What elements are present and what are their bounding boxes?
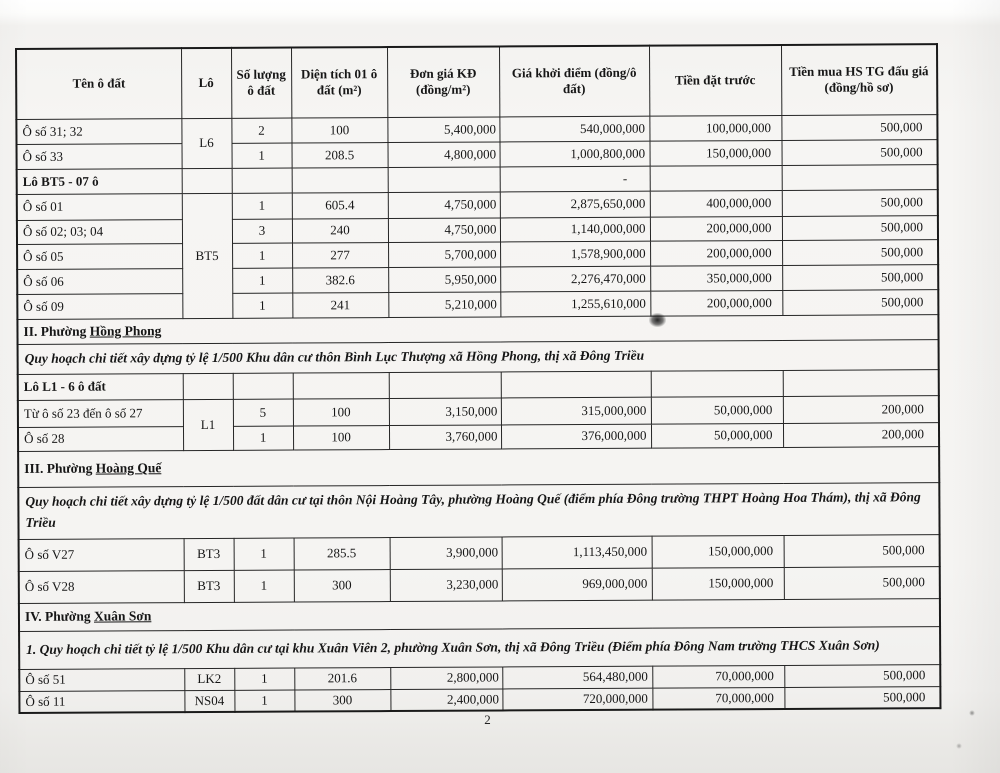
cell-block: L6 [181,118,231,168]
cell-quantity: 1 [232,193,292,219]
cell-dossier-fee: 500,000 [781,139,937,165]
cell-quantity: 1 [232,293,292,318]
cell-starting-price: 1,000,800,000 [499,141,649,167]
scan-artifact [956,743,962,749]
cell-quantity: 1 [231,143,291,168]
auction-land-table [15,43,941,714]
cell-starting-price: 720,000,000 [502,688,652,711]
cell-block [182,168,232,193]
cell-starting-price: - [500,166,650,192]
cell-dossier-fee: 500,000 [784,534,940,567]
cell-area: 240 [292,218,388,243]
cell-quantity: 1 [232,268,292,293]
cell-quantity [232,168,292,193]
cell-area: 201.6 [294,667,390,690]
cell-unit-price: 5,210,000 [388,291,500,317]
section-prefix: III. Phường [24,460,96,476]
cell-starting-price: 1,140,000,000 [500,217,650,242]
cell-quantity: 5 [233,399,293,426]
cell-unit-price: 5,950,000 [388,266,500,292]
planning-description: Quy hoạch chi tiết xây dựng tỷ lệ 1/500 đất dân cư tại thôn Nội Hoàng Tây, phường Hoàng Quế (điểm phía Đông trường THPT Hoàng Hoa Thám), thị xã Đông Triều [18,482,939,539]
cell-deposit [651,370,783,397]
cell-starting-price: 540,000,000 [499,116,649,142]
planning-description-row [19,626,940,669]
cell-group-label: Lô L1 - 6 ô đất [18,373,183,400]
cell-deposit: 50,000,000 [651,396,783,424]
cell-starting-price: 376,000,000 [501,424,651,449]
cell-dossier-fee [782,164,938,190]
cell-starting-price: 315,000,000 [501,397,651,425]
table-row [19,686,940,713]
cell-quantity: 1 [232,243,292,268]
planning-description-row [18,482,939,539]
cell-deposit: 150,000,000 [652,567,784,600]
cell-plot-name: Ô số V28 [19,570,184,603]
scan-artifact [969,710,975,716]
cell-unit-price: 5,700,000 [388,241,500,267]
cell-dossier-fee: 200,000 [783,395,939,423]
cell-deposit: 50,000,000 [651,423,783,448]
cell-unit-price [388,166,500,192]
table-header-row [16,44,937,119]
cell-dossier-fee [783,369,939,396]
header-dossier-fee: Tiền mua HS TG đấu giá (đồng/hồ sơ) [781,44,937,115]
cell-plot-name: Ô số 51 [19,668,184,691]
cell-deposit: 200,000,000 [650,216,782,241]
header-deposit: Tiền đặt trước [649,45,781,116]
cell-unit-price: 4,800,000 [387,141,499,167]
cell-unit-price: 3,230,000 [390,568,502,601]
cell-dossier-fee: 500,000 [782,189,938,216]
cell-deposit: 200,000,000 [650,290,782,316]
cell-deposit: 70,000,000 [652,687,784,710]
cell-starting-price: 1,113,450,000 [502,536,652,569]
cell-area: 277 [292,242,388,268]
cell-quantity [233,373,293,399]
auction-land-table-wrap [15,43,939,714]
cell-starting-price: 1,255,610,000 [500,291,650,317]
cell-area: 241 [292,292,388,318]
cell-block: BT3 [184,570,234,602]
planning-description: 1. Quy hoạch chi tiết tỷ lệ 1/500 Khu dân cư tại khu Xuân Viên 2, phường Xuân Sơn, thị xã Đông Triều (Điểm phía Đông Nam trường THCS Xuân Sơn) [19,626,940,669]
cell-quantity: 1 [234,538,294,570]
cell-plot-name: Ô số 05 [17,243,182,269]
cell-quantity: 1 [234,690,294,712]
cell-unit-price: 2,800,000 [390,666,502,689]
header-area: Diện tích 01 ô đất (m²) [291,47,387,118]
section-place-name: Hồng Phong [89,322,162,339]
cell-deposit: 350,000,000 [650,265,782,291]
cell-area: 382.6 [292,267,388,293]
cell-group-label: Lô BT5 - 07 ô [17,168,182,194]
cell-plot-name: Ô số 31; 32 [16,118,181,144]
cell-block: NS04 [184,690,234,712]
cell-block: L1 [183,399,233,450]
cell-block: BT3 [184,538,234,570]
cell-plot-name: Ô số 28 [18,426,183,451]
cell-dossier-fee: 500,000 [782,215,938,240]
cell-dossier-fee: 500,000 [784,686,940,709]
cell-area: 285.5 [294,537,390,570]
cell-plot-name: Ô số 11 [19,690,184,713]
cell-dossier-fee: 500,000 [782,289,938,315]
cell-unit-price [389,371,501,398]
cell-area: 100 [291,117,387,143]
cell-quantity: 1 [234,668,294,690]
header-block: Lô [181,48,231,118]
cell-starting-price: 2,276,470,000 [500,266,650,292]
cell-block [183,373,233,399]
section-place-name: Xuân Sơn [93,608,152,624]
cell-area: 300 [294,569,390,602]
cell-starting-price: 2,875,650,000 [500,191,650,218]
header-quantity: Số lượng ô đất [231,48,291,118]
header-unit-price: Đơn giá KĐ (đồng/m²) [387,46,499,117]
planning-description-row [18,339,939,374]
cell-dossier-fee: 200,000 [783,422,939,447]
cell-quantity: 3 [232,219,292,243]
cell-deposit: 100,000,000 [649,115,781,141]
table-row [19,566,940,603]
cell-dossier-fee: 500,000 [784,566,940,599]
cell-area: 100 [293,398,389,426]
cell-area: 208.5 [291,142,387,168]
cell-dossier-fee: 500,000 [782,239,938,265]
cell-plot-name: Ô số 06 [17,268,182,294]
cell-dossier-fee: 500,000 [781,114,937,140]
cell-dossier-fee: 500,000 [782,264,938,290]
cell-deposit [650,165,782,191]
section-title [18,446,939,487]
cell-plot-name: Ô số 01 [17,193,182,220]
header-starting-price: Giá khởi điểm (đồng/ô đất) [499,46,649,117]
cell-unit-price: 3,900,000 [390,536,502,569]
cell-deposit: 200,000,000 [650,240,782,266]
cell-starting-price: 564,480,000 [502,666,652,689]
cell-unit-price: 5,400,000 [387,116,499,142]
cell-area [292,167,388,193]
cell-deposit: 70,000,000 [652,665,784,688]
scan-artifact [649,313,666,327]
cell-block: BT5 [182,193,233,318]
cell-deposit: 400,000,000 [650,190,782,217]
cell-quantity: 1 [233,426,293,450]
cell-starting-price: 1,578,900,000 [500,241,650,267]
planning-description: Quy hoạch chi tiết xây dựng tỷ lệ 1/500 Khu dân cư thôn Bình Lục Thượng xã Hồng Phong, thị xã Đông Triều [18,339,939,374]
cell-unit-price: 3,760,000 [389,424,501,449]
cell-starting-price [501,371,651,398]
cell-area [293,372,389,399]
cell-unit-price: 2,400,000 [390,688,502,711]
cell-area: 605.4 [292,192,388,219]
table-row [19,534,940,571]
cell-block: LK2 [184,668,234,690]
cell-unit-price: 4,750,000 [388,217,500,242]
cell-plot-name: Ô số 09 [17,293,182,319]
cell-area: 100 [293,425,389,450]
cell-plot-name: Từ ô số 23 đến ô số 27 [18,399,183,427]
cell-unit-price: 3,150,000 [389,397,501,425]
cell-unit-price: 4,750,000 [388,191,500,218]
header-plot-name: Tên ô đất [16,48,181,119]
cell-deposit: 150,000,000 [649,140,781,166]
cell-dossier-fee: 500,000 [784,664,940,687]
cell-quantity: 1 [234,570,294,602]
page-number: 2 [484,712,491,727]
cell-area: 300 [294,689,390,712]
section-prefix: II. Phường [23,323,90,339]
cell-quantity: 2 [231,118,291,143]
cell-plot-name: Ô số 02; 03; 04 [17,219,182,244]
section-place-name: Hoàng Quế [95,460,162,476]
cell-plot-name: Ô số V27 [19,538,184,571]
section-prefix: IV. Phường [24,608,94,624]
cell-plot-name: Ô số 33 [17,143,182,169]
section-row-hoang-que [18,446,939,487]
cell-starting-price: 969,000,000 [502,568,652,601]
cell-deposit: 150,000,000 [652,535,784,568]
